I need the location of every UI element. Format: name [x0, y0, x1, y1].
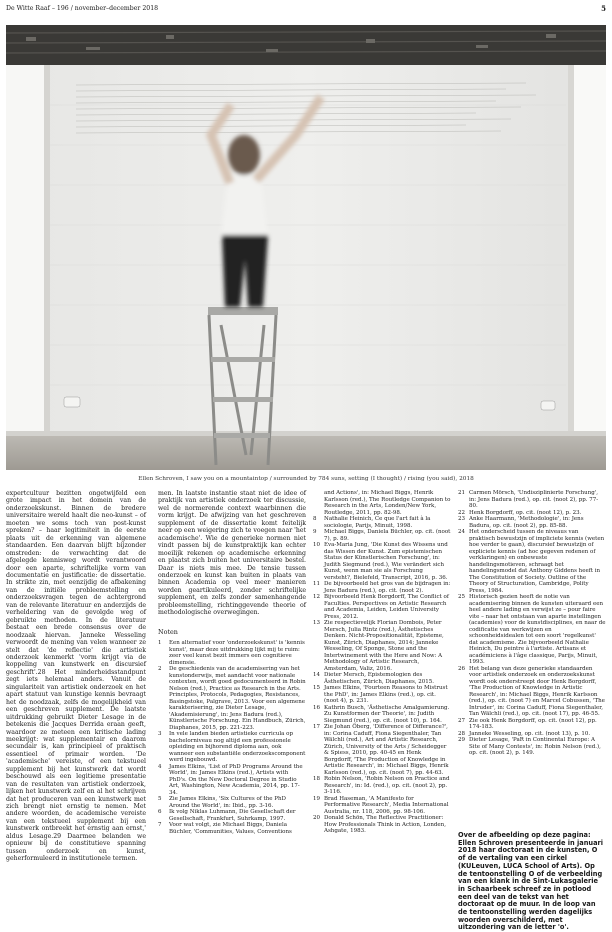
- footnote: [158, 809, 306, 822]
- notes-column-4: [458, 490, 606, 757]
- footnote-text: Bijvoorbeeld Henk Borgdorff, The Conflict of Faculties. Perspectives on Artistic Research and Academia, Leiden, Leiden University Press, 2012.: [324, 594, 449, 620]
- footnote: [313, 594, 451, 620]
- footnote: [313, 724, 451, 776]
- body-column-2: [158, 490, 306, 835]
- figure-caption: Ellen Schroven, I saw you on a mountaintop / surrounded by 784 suns, setting (I thought) / rising (you said), 2018: [138, 476, 474, 482]
- footnote-text: Zie respectievelijk Florian Dombois, Peter Mersch, Julia Rintz (red.), Ästhetisches Denken. Nicht-Propositionalität, Episteme, Kunst, Zürich, Diaphanes, 2014; Janneke Wesseling, Of Sponge, Stone and the Intertwinement with the Here and Now: A Methodology of Artistic Research, Amsterdam, Valiz, 2016.: [324, 620, 444, 672]
- footnote-text: James Elkins, 'List of PhD Programs Around the World', in: James Elkins (red.), Artists with PhD's. On the New Doctoral Degree in Studio Art, Washington, New Academia, 2014, pp. 17-34.: [169, 763, 303, 796]
- footnote-text: Henk Borgdorff, op. cit. (noot 12), p. 23.: [469, 509, 582, 516]
- footnote: [458, 490, 606, 510]
- footnote-number: 26: [458, 665, 465, 672]
- footnote-number: 20: [313, 815, 320, 821]
- footnote-text: In vele landen bieden artistieke curricula op bachelorniveau nog altijd een professionele opleiding en bijhorend diploma aan, ook wanneer een substantiële onderzoekscomponent werd ingebouwd.: [169, 731, 306, 764]
- footnote-number: 15: [313, 685, 320, 691]
- footnote-text: Eva-Maria Jung, 'Die Kunst des Wissens und das Wissen der Kunst. Zum epistemischen Status der Künstlerischen Forschung', in: Judith Siegmund (red.), Wie verändert sich Kunst, wenn man sie als Forschung versteht?, Bielefeld, Transcript, 2016, p. 36.: [324, 542, 448, 581]
- running-header: [6, 3, 606, 13]
- notes-column-3: [313, 490, 451, 835]
- footnote-number: 12: [313, 594, 320, 600]
- footnote-text: Het belang van deze generieke standaarden voor artistiek onderzoek en onderzoekskunst wordt ook onderstreept door Henk Borgdorff, 'The Production of Knowledge in Artistic Research', in: Michael Biggs, Henrik Karlsson (red.), op. cit. (noot 7) en Marcel Cobussen, 'The Intruder', in: Corina Caduff, Fiona Siegenthaler, Tan Wälchli (red.), op. cit. (noot 17), pp. 46-55.: [469, 665, 605, 717]
- footnote-text: Historisch gezien heeft de notie van academisering binnen de kunsten uiteraard een heel andere lading en verwijst ze – pour faire vite – naar het ontstaan van aparte instellingen (academies) voor de kunstdisciplines, en naar de codificatie van werkwijzen en schoonheidsidealen tot een soort 'regelkunst' dat academisme. Zie bijvoorbeeld Nathalie Heinich, Du peintre à l'artiste. Artisans et académiciens à l'âge classique, Parijs, Minuit, 1993.: [469, 594, 606, 665]
- footnote-text: De bijvoorbeeld het gros van de bijdragen in: Jens Badura (red.), op. cit. (noot 2).: [324, 581, 451, 594]
- footnote-text: Kathrin Busch, 'Ästhetische Amalgamierung. Zu Kunstformen der Theorie', in: Judith Siegmund (red.), op. cit. (noot 10), p. 164.: [324, 704, 450, 724]
- footnote-number: 5: [158, 796, 162, 803]
- footnote-number: 16: [313, 704, 320, 711]
- page-number: 5: [601, 3, 606, 13]
- footnote-number: 2: [158, 666, 162, 673]
- footnote: [458, 529, 606, 594]
- footnote-text: Carmen Mörsch, 'Undisziplinierte Forschung', in: Jens Badura (red.), op. cit. (noot 2), pp. 77-80.: [469, 490, 599, 509]
- footnote-number: 21: [458, 490, 465, 496]
- footnote-number: 17: [313, 724, 320, 730]
- footnote-text: De geschiedenis van de academisering van het kunstonderwijs, met aandacht voor nationale contexten, wordt goed gedocumenteerd in Robin Nelson (red.), Practice as Research in the Arts. Principles, Protocols, Pedagogies, Resistances, Basingstoke, Palgrave, 2013. Voor een algemene karakterisering, zie Dieter Lesage, 'Akademisierung', in: Jens Badura (red.), Künstlerische Forschung. Ein Handbuch, Zürich, Diaphanes, 2015, pp. 221-223.: [169, 666, 306, 731]
- footnote-text: Anke Haarmann, 'Methodologie', in: Jens Badura, op. cit. (noot 2), pp. 85-88.: [469, 516, 584, 529]
- footnote: [458, 666, 606, 718]
- footnote-text: Robin Nelson, 'Robin Nelson on Practice and Research', in: Id. (red.), op. cit. (noot 2), pp. 3-116.: [324, 776, 450, 795]
- footnote-number: 19: [313, 795, 320, 802]
- footnote: [158, 666, 306, 731]
- image-info-box: Over de afbeelding op deze pagina: Ellen Schroven presenteerde in januari 2018 haar doctoraat in de kunsten, O of de vertaling van een cirkel (KULeuven, LUCA School of Arts). Op de tentoonstelling O of de verbeelding van een klank in de Sint-Lukasgalerie in Schaarbeek schreef ze in potlood een deel van de tekst van het doctoraat op de muur. In de loop van de tentoonstelling werden dagelijks woorden overschilderd, met uitzondering van de letter 'o'.: [458, 831, 604, 932]
- footnote: [313, 672, 451, 685]
- footnote-number: 27: [458, 717, 465, 724]
- footnote-number: 18: [313, 776, 320, 782]
- footnote-number: 8: [313, 516, 317, 522]
- footnote-text: Dieter Lesage, 'PaR in Continental Europe: A Site of Many Contests', in: Robin Nelson (red.), op. cit. (noot 2), p. 149.: [469, 737, 601, 756]
- footnote-number: 11: [313, 581, 320, 587]
- footnote: [158, 796, 306, 809]
- footnote-text: and Actions', in: Michael Biggs, Henrik Karlsson (red.), The Routledge Companion to Research in the Arts, Londen/New York, Routledge, 2011, pp. 82-98.: [324, 490, 451, 516]
- footnote-text: Nathalie Heinich, Ce que l'art fait à la sociologie, Parijs, Minuit, 1998.: [324, 516, 431, 529]
- footnote: [158, 764, 306, 797]
- body-text-col2: men. In laatste instantie staat niet de idee of praktijk van artistiek onderzoek ter discussie, wel de normerende context waarbinnen die vorm krijgt. De afwijzing van het geschreven supplement of de dissertatie komt feitelijk neer op een weigering zich te voegen naar 'het academische'. Wie de generieke normen niet vindt passen bij de kunstpraktijk kan echter moeilijk rekenen op academische erkenning en plaatst zich buiten het universitaire bestel. Daar is niets mis mee. De tensie tussen onderzoek en kunst kan buiten in plaats van binnen Academia op veel meer manieren worden geartikuleerd, zonder schriftelijke supplement, en zelfs zonder samenhangende probleemstelling, richtinggevende theorie of methodologische overwegingen.: [158, 490, 306, 617]
- footnote: [458, 718, 606, 731]
- footnote-text: James Elkins, 'Fourteen Reasons to Mistrust the PhD', in: James Elkins (red.), op. cit. (noot 4), p. 231.: [324, 685, 448, 704]
- photo-illustration: [6, 25, 606, 470]
- footnote-number: 10: [313, 542, 320, 548]
- footnote-number: 22: [458, 509, 465, 516]
- footnote-text: Janneke Wesseling, op. cit. (noot 13), p. 10.: [469, 730, 591, 737]
- footnote-text: Zie Johan Öberg, 'Difference of Differance?', in: Corina Caduff, Fiona Siegenthaler, Tan Wälchli (red.), Art and Artistic Research, Zürich, University of the Arts / Scheidegger & Spiess, 2010, pp. 40-45 en Henk Borgdorff, 'The Production of Knowledge in Artistic Research', in: Michael Biggs, Henrik Karlsson (red.), op. cit. (noot 7), pp. 44-63.: [324, 724, 449, 776]
- footnote-text: Donald Schön, The Reflective Practitioner: How Professionals Think in Action, Londen, Ashgate, 1983.: [324, 815, 446, 834]
- footnote-number: 25: [458, 594, 465, 600]
- footnote: [313, 685, 451, 705]
- footnote: [313, 516, 451, 529]
- footnote: [158, 822, 306, 835]
- footnote-number: 3: [158, 731, 162, 738]
- footnote: [313, 581, 451, 594]
- footnote: [158, 640, 306, 666]
- footnote-text: Brad Haseman, 'A Manifesto for Performative Research', Media International Australia, nr. 118, 2006, pp. 98-106.: [324, 795, 449, 815]
- footnote-text: Een alternatief voor 'onderzoekskunst' is 'kennis kunst', maar deze uitdrukking lijkt mij te ruim: zeer veel kunst bezit immers een cognitieve dimensie.: [169, 640, 305, 666]
- footnote: [313, 620, 451, 672]
- body-column-1: [6, 490, 146, 863]
- footnote-text: Zie James Elkins, 'Six Cultures of the PhD Around the World', in: Ibid., pp. 3-16.: [169, 796, 286, 809]
- notes-list-part-2: [313, 490, 451, 835]
- footnote-number: [313, 490, 324, 516]
- footnote-number: 24: [458, 529, 465, 535]
- footnote-text: Michael Biggs, Daniela Büchler, op. cit. (noot 7), p. 89.: [324, 529, 451, 542]
- footnote: [458, 594, 606, 666]
- footnote: [313, 776, 451, 796]
- footnote-number: 7: [158, 822, 162, 829]
- footnote-number: 6: [158, 809, 162, 816]
- journal-title: De Witte Raaf – 196 / november–december 2018: [6, 4, 159, 12]
- footnote-number: 9: [313, 529, 317, 535]
- footnote-number: 29: [458, 737, 465, 743]
- footnote: [458, 516, 606, 529]
- footnote: [313, 490, 451, 516]
- notes-heading: Noten: [158, 627, 178, 636]
- footnote-text: Zie ook Henk Borgdorff, op. cit. (noot 12), pp. 174-183.: [469, 717, 597, 730]
- footnote-text: Dieter Mersch, Epistemologien des Ästhetischen, Zürich, Diaphanes, 2015.: [324, 672, 435, 685]
- footnote: [158, 731, 306, 764]
- notes-list-part-3: [458, 490, 606, 757]
- footnote-number: 13: [313, 620, 320, 626]
- footnote-number: 14: [313, 672, 320, 678]
- footnote-text: Voor wat volgt, zie Michael Biggs, Daniela Büchler, 'Communities, Values, Conventions: [169, 822, 292, 835]
- notes-list-part-1: [158, 640, 306, 835]
- footnote-number: 4: [158, 763, 162, 770]
- artwork-photo: [6, 25, 606, 470]
- footnote: [458, 737, 606, 757]
- footnote: [313, 529, 451, 542]
- footnote: [313, 542, 451, 581]
- footnote: [313, 815, 451, 835]
- footnote: [313, 705, 451, 725]
- footnote-number: 28: [458, 730, 465, 737]
- footnote-number: 1: [158, 640, 162, 647]
- footnote-number: 23: [458, 516, 465, 522]
- footnote: [313, 796, 451, 816]
- body-text-col1: expertcultuur bezitten ongetwijfeld een grote impact in het domein van de onderzoekskunst. Binnen de bredere universitaire wereld haalt die neo-kunst – of moeten we soms toch van post-kunst spreken? – haar legitimiteit in de eerste plaats uit de erkenning van algemene standaarden. Een daarvan blijft bijzonder omstreden: de verwachting dat de afgelegde kennisweg wordt verantwoord door een aparte, schriftelijke vorm van documentatie en justificatie: de dissertatie. In strikte zin, met eenzijdig de afbakening van de initiële probleemstelling en onderzoeksvragen tegen de achtergrond van de relevante literatuur en anderzijds de verheldering van de gevolgde weg of gebruikte methoden. In de literatuur bestaat een brede consensus over de noodzaak hiervan. Janneke Wesseling verwoordt de mening van velen wanneer ze stelt dat 'de reflectie' die artistiek onderzoek kenmerkt 'vorm krijgt via de koppeling van kunstwerk en discursief geschrift'.28 Het minderheidsstandpunt zegt iets helemaal anders. Vanuit de singulariteit van artistiek onderzoek en het apart statuut van kunstige kennis bevraagt het de noodzaak, zelfs de mogelijkheid van een geschreven supplement. De laatste uitdrukking gebruikt Dieter Lesage in de betekenis die Jacques Derrida eraan geeft, waardoor ze meteen een kritische lading meekrijgt: wat supplementair en daarom secundair is, kan principieel of praktisch essentieel of primair worden. 'De 'academische' vereiste, of een tekstueel supplement bij het kunstwerk dat wordt beschouwd als een legitieme presentatie van de resultaten van artistiek onderzoek, lijken het kunstwerk zelf en al het schrijven dat het produceren van een kunstwerk met zich brengt niet ernstig te nemen. Met andere woorden, de academische vereiste van een tekstueel supplement bij een kunstwerk ontbreekt het ernstig aan ernst,' aldus Lesage.29 Daarmee belanden we opnieuw bij de constitutieve spanning tussen onderzoek en kunst, geherformuleerd in institutionele termen.: [6, 490, 146, 863]
- footnote-text: Ik volg Niklas Luhmann, Die Gesellschaft der Gesellschaft, Frankfurt, Suhrkamp, 1997.: [169, 809, 296, 822]
- footnote-text: Het onderscheid tussen de niveaus van praktisch bewustzijn of impliciete kennis (weten hoe verder te gaan), discursief bewustzijn of expliciete kennis (ad hoc gegeven redenen of verklaringen) en onbewuste handelingsmotieven, schraagt het handelingsmodel dat Anthony Giddens heeft in The Constitution of Society. Outline of the Theory of Structuration, Cambridge, Polity Press, 1984.: [469, 529, 605, 594]
